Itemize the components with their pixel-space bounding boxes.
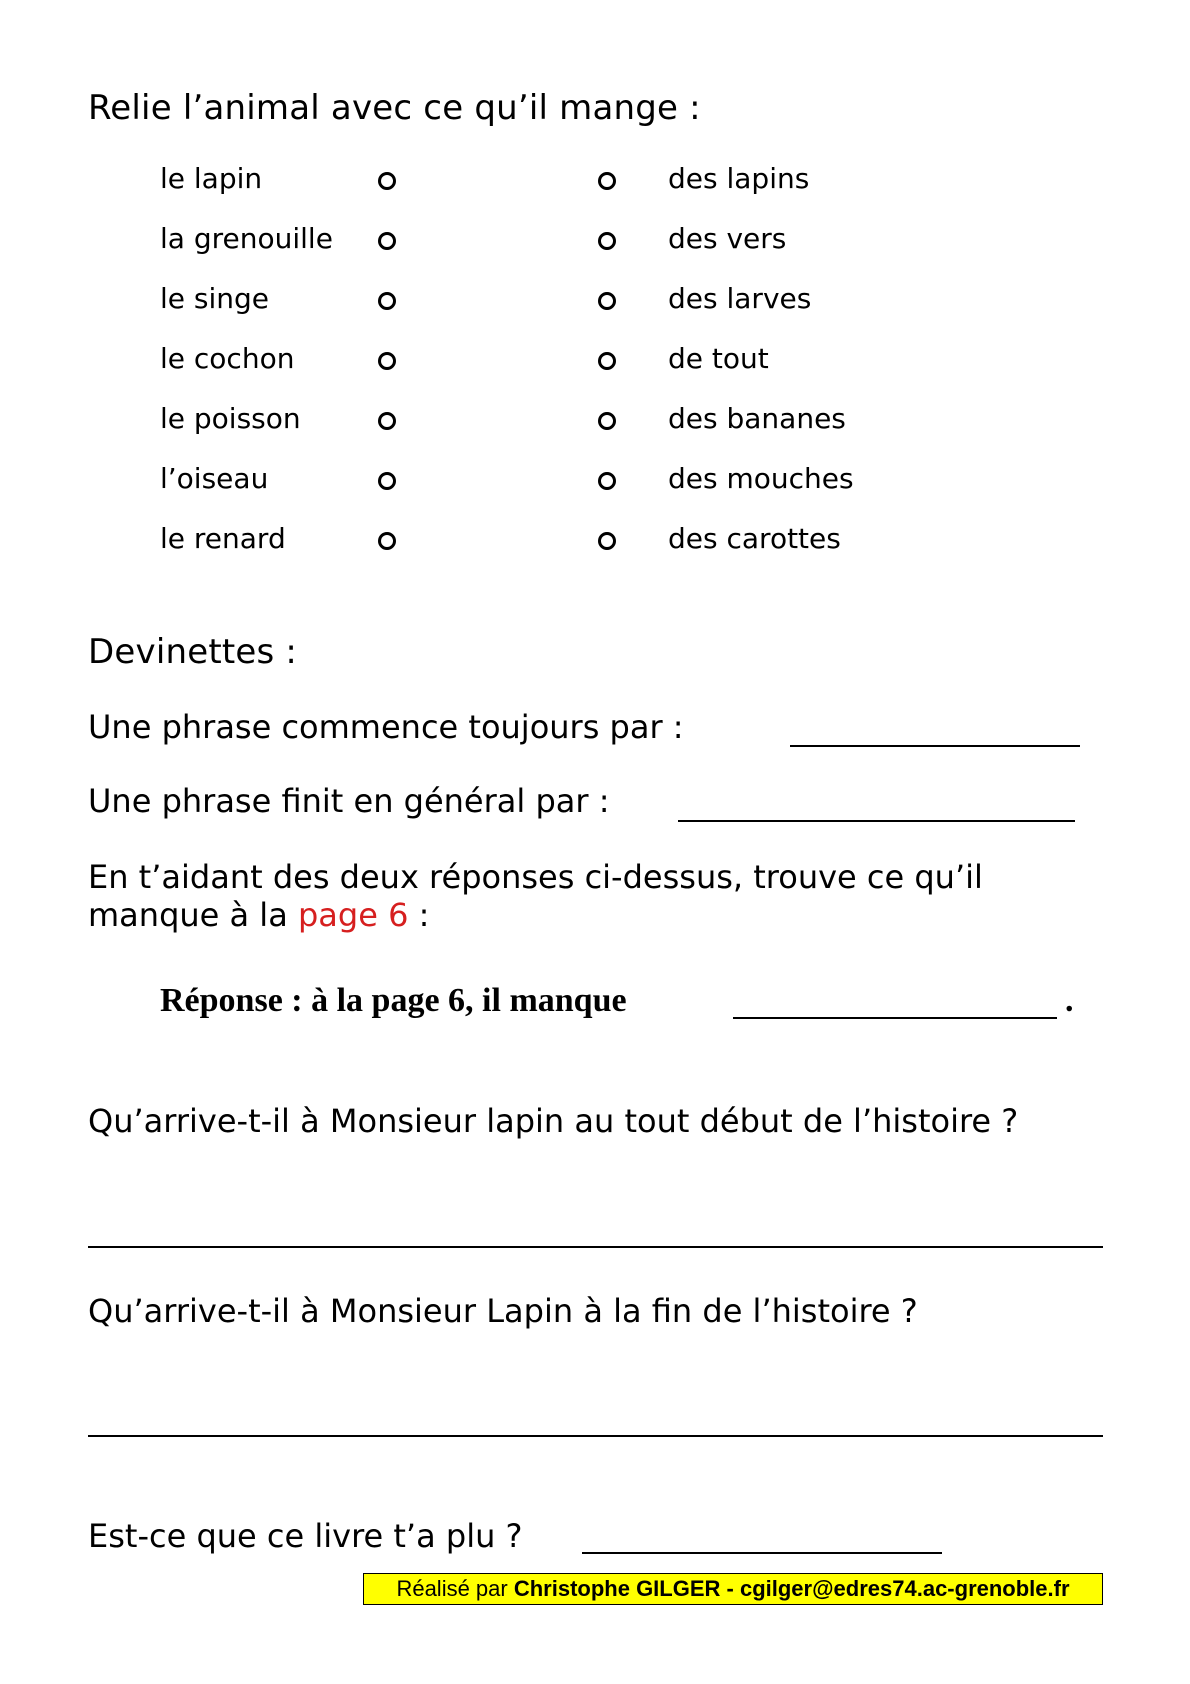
food-label: des bananes [668,402,846,435]
match-heading: Relie l’animal avec ce qu’il mange : [88,88,701,128]
answer-line-4[interactable] [88,1246,1103,1248]
match-row [0,402,1190,446]
food-label: des vers [668,222,787,255]
connect-dot [378,232,396,250]
animal-label: la grenouille [160,222,333,255]
instruction-suffix: : [408,896,430,934]
connect-dot [598,292,616,310]
connect-dot [378,532,396,550]
match-row [0,162,1190,206]
story-question-2: Qu’arrive-t-il à Monsieur Lapin à la fin de l’histoire ? [88,1292,918,1330]
animal-label: le renard [160,522,286,555]
answer-prefix: Réponse : à la page 6, il manque [160,982,627,1019]
riddle-question-1: Une phrase commence toujours par : [88,708,684,746]
match-row [0,522,1190,566]
match-row [0,462,1190,506]
connect-dot [378,352,396,370]
food-label: des lapins [668,162,810,195]
credit-prefix: Réalisé par [396,1576,514,1601]
animal-label: l’oiseau [160,462,269,495]
animal-label: le cochon [160,342,295,375]
food-label: de tout [668,342,769,375]
connect-dot [598,172,616,190]
connect-dot [598,472,616,490]
answer-line-2[interactable] [678,820,1075,822]
answer-line-5[interactable] [88,1435,1103,1437]
answer-suffix: . [1065,982,1074,1019]
story-question-1: Qu’arrive-t-il à Monsieur lapin au tout début de l’histoire ? [88,1102,1019,1140]
connect-dot [378,412,396,430]
answer-line-1[interactable] [790,745,1080,747]
connect-dot [598,352,616,370]
answer-line-6[interactable] [582,1552,942,1554]
page-reference: page 6 [297,896,409,934]
connect-dot [598,232,616,250]
animal-label: le singe [160,282,270,315]
food-label: des larves [668,282,812,315]
riddles-heading: Devinettes : [88,632,298,672]
match-row [0,342,1190,386]
food-label: des carottes [668,522,841,555]
match-row [0,282,1190,326]
animal-label: le poisson [160,402,301,435]
connect-dot [598,412,616,430]
riddles-instruction [88,858,1088,934]
riddle-question-2: Une phrase finit en général par : [88,782,610,820]
connect-dot [378,172,396,190]
answer-line-3[interactable] [733,1017,1057,1019]
connect-dot [378,472,396,490]
food-label: des mouches [668,462,854,495]
connect-dot [378,292,396,310]
instruction-text: En t’aidant des deux réponses ci-dessus, trouve ce qu’il manque à la [88,858,983,934]
credit-banner [363,1573,1103,1605]
answer-sentence [160,982,627,1020]
match-row [0,222,1190,266]
credit-name: Christophe GILGER - cgilger@edres74.ac-grenoble.fr [513,1576,1070,1601]
opinion-question: Est-ce que ce livre t’a plu ? [88,1517,523,1555]
connect-dot [598,532,616,550]
animal-label: le lapin [160,162,263,195]
